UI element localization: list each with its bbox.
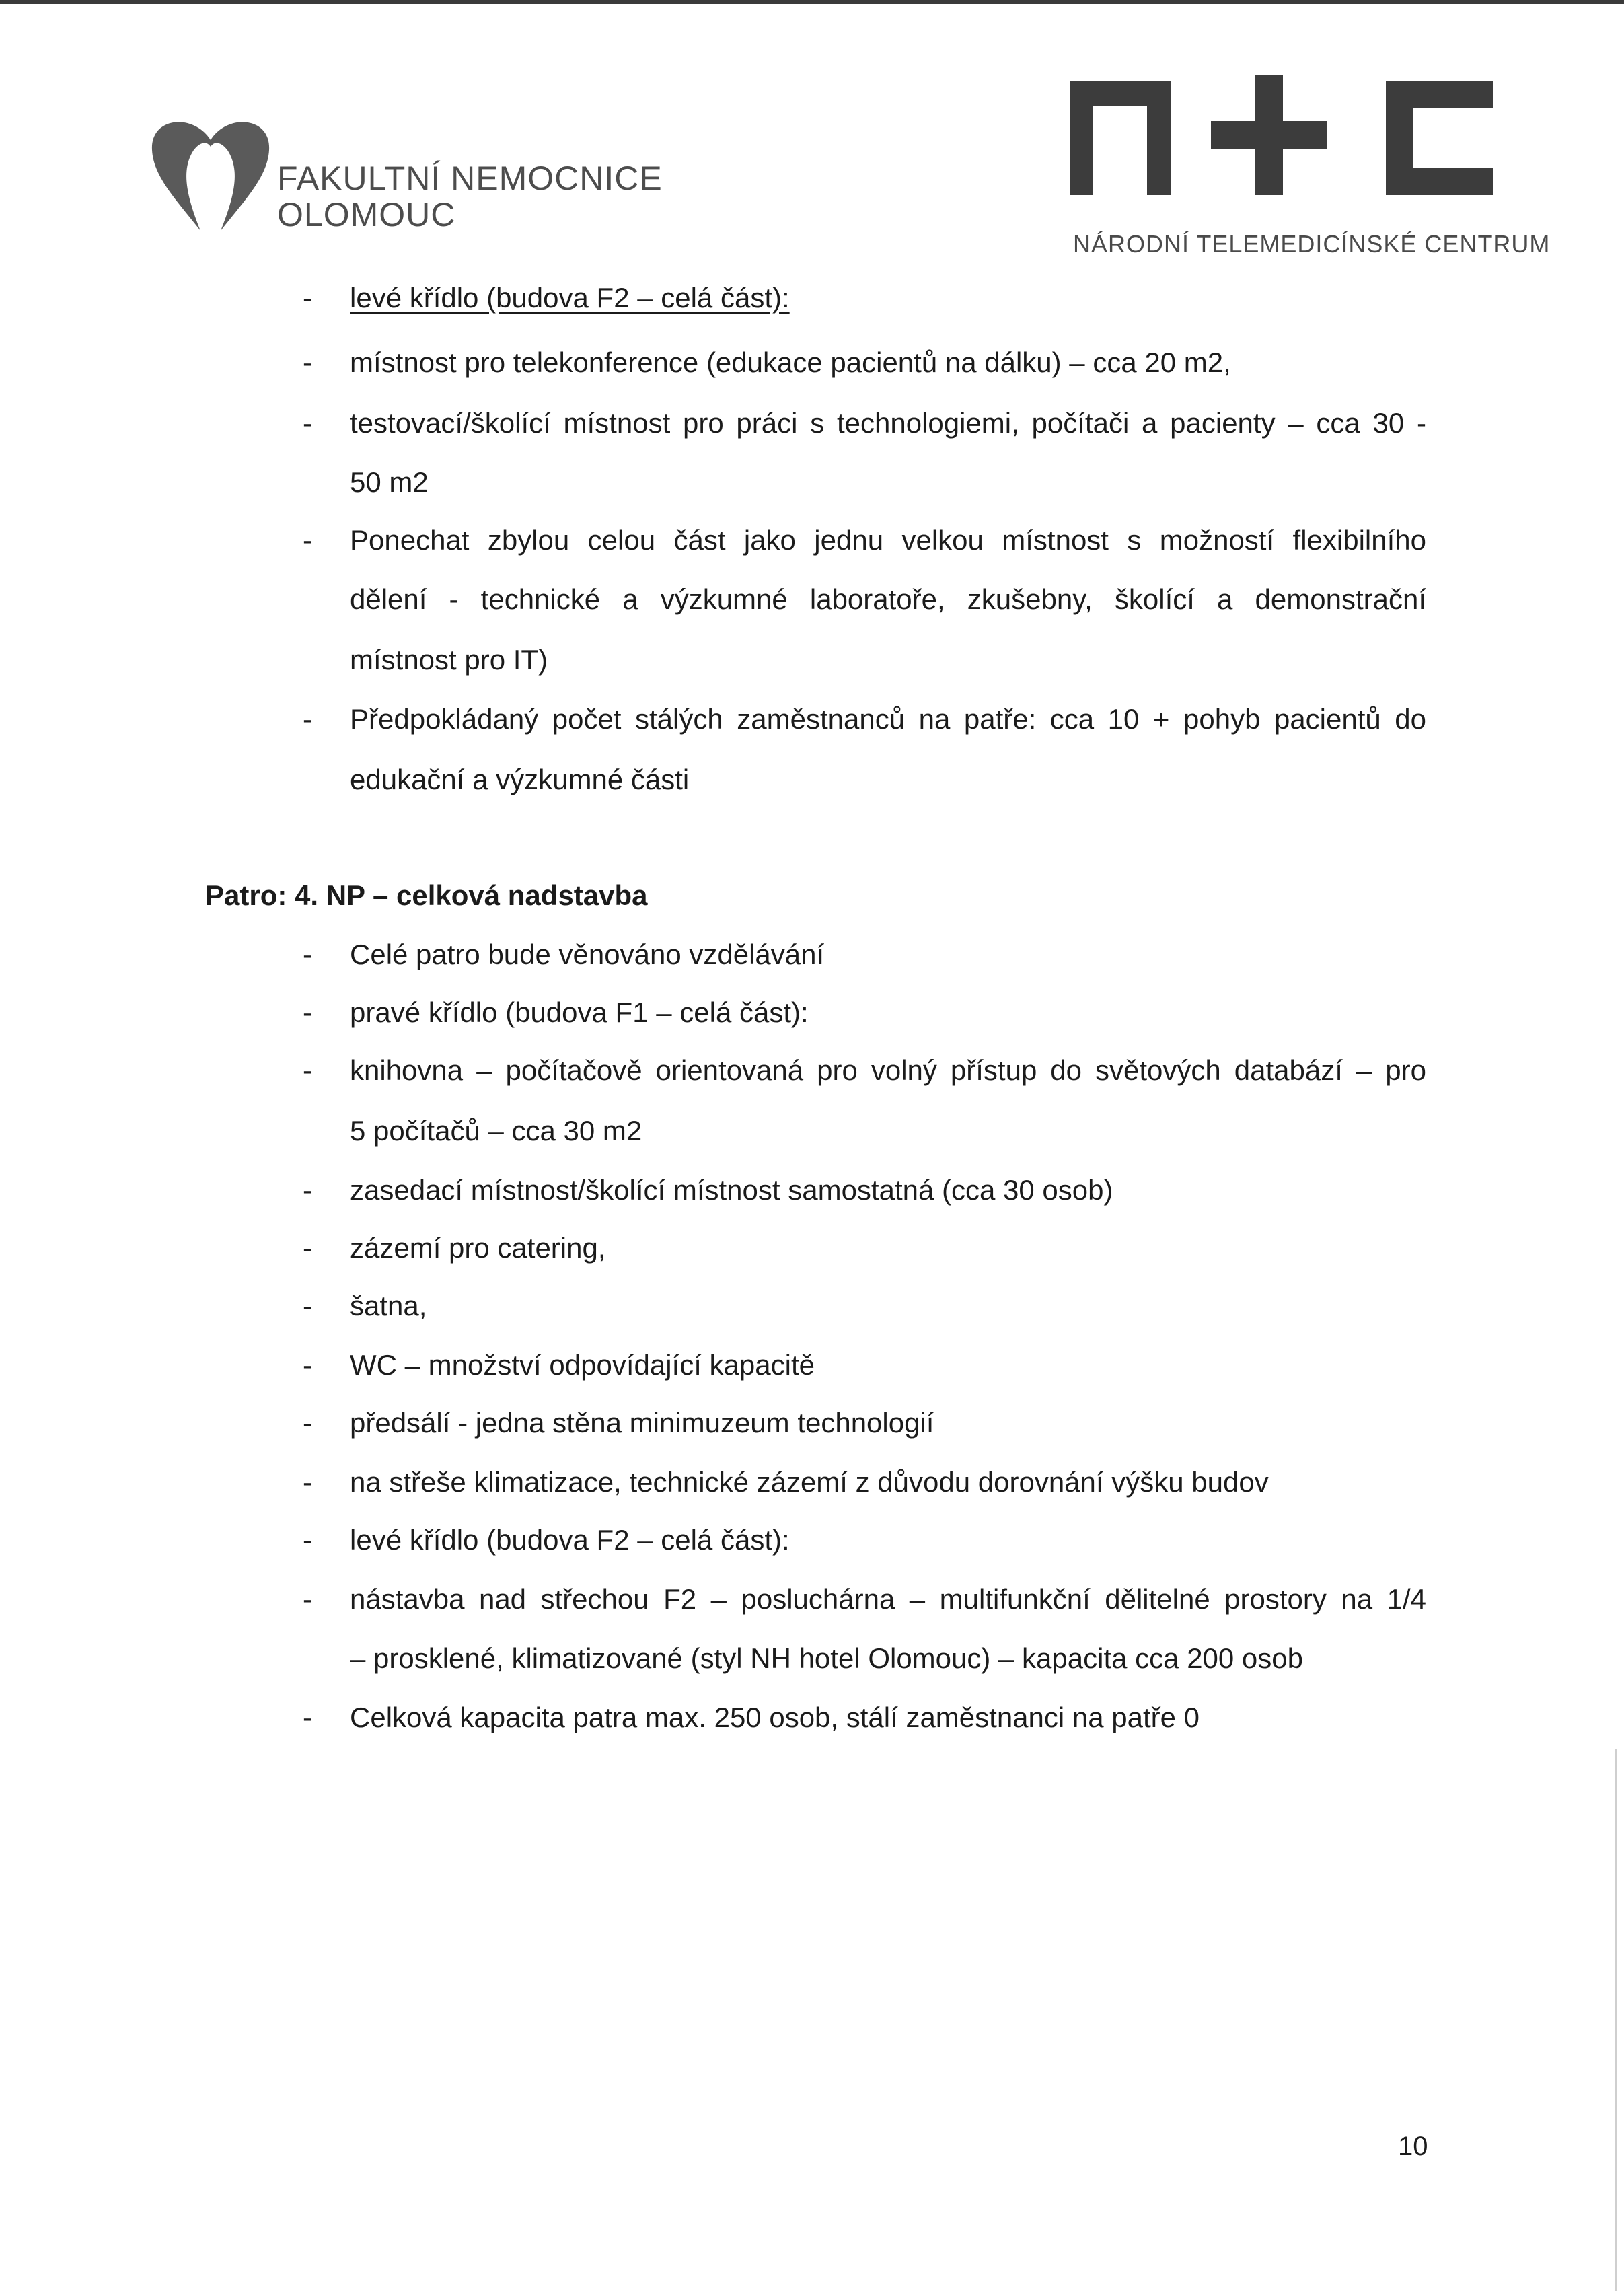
center-caption: NÁRODNÍ TELEMEDICÍNSKÉ CENTRUM [1073, 230, 1551, 258]
scan-margin [1615, 1749, 1617, 2291]
list-item: knihovna – počítačově orientovaná pro volný přístup do světových databází – pro [350, 1054, 1426, 1086]
hospital-logo-icon [147, 113, 274, 233]
list-item-continuation: 5 počítačů – cca 30 m2 [350, 1115, 642, 1147]
hospital-name [277, 160, 663, 233]
section2-heading: Patro: 4. NP – celková nadstavba [205, 879, 648, 911]
list-item: předsálí - jedna stěna minimuzeum technologií [350, 1407, 934, 1439]
list-item-continuation: 50 m2 [350, 466, 429, 498]
list-item: nástavba nad střechou F2 – posluchárna – multifunkční dělitelné prostory na 1/4 [350, 1583, 1426, 1615]
list-item: Celková kapacita patra max. 250 osob, stálí zaměstnanci na patře 0 [350, 1702, 1200, 1733]
list-item: zázemí pro catering, [350, 1232, 606, 1264]
list-item: šatna, [350, 1290, 427, 1321]
hospital-name-line1: FAKULTNÍ NEMOCNICE [277, 159, 663, 197]
list-item: zasedací místnost/školící místnost samostatná (cca 30 osob) [350, 1174, 1113, 1206]
scan-edge [0, 0, 1624, 4]
bullet-dash: - [303, 996, 312, 1028]
bullet-dash: - [303, 1054, 312, 1086]
bullet-dash: - [303, 1407, 312, 1439]
bullet-dash: - [303, 1583, 312, 1615]
ntc-logo-icon [1070, 75, 1493, 195]
list-item-continuation: dělení - technické a výzkumné laboratoře, zkušebny, školící a demonstrační [350, 583, 1426, 615]
list-item-continuation: – prosklené, klimatizované (styl NH hotel Olomouc) – kapacita cca 200 osob [350, 1642, 1304, 1674]
list-item: testovací/školící místnost pro práci s technologiemi, počítači a pacienty – cca 30 - [350, 407, 1426, 439]
list-item: místnost pro telekonference (edukace pacientů na dálku) – cca 20 m2, [350, 347, 1231, 378]
list-item: Celé patro bude věnováno vzdělávání [350, 939, 825, 970]
list-item: WC – množství odpovídající kapacitě [350, 1349, 815, 1381]
list-item: levé křídlo (budova F2 – celá část): [350, 1524, 790, 1556]
list-item-continuation: edukační a výzkumné části [350, 764, 690, 795]
bullet-dash: - [303, 1466, 312, 1498]
bullet-dash: - [303, 407, 312, 439]
bullet-dash: - [303, 703, 312, 735]
list-item: Předpokládaný počet stálých zaměstnanců na patře: cca 10 + pohyb pacientů do [350, 703, 1426, 735]
bullet-dash: - [303, 1524, 312, 1556]
bullet-dash: - [303, 282, 312, 314]
list-item-continuation: místnost pro IT) [350, 644, 548, 676]
bullet-dash: - [303, 1174, 312, 1206]
bullet-dash: - [303, 1702, 312, 1733]
bullet-dash: - [303, 1232, 312, 1264]
section1-heading: levé křídlo (budova F2 – celá část): [350, 282, 790, 314]
bullet-dash: - [303, 1349, 312, 1381]
hospital-name-line2: OLOMOUC [277, 196, 456, 233]
bullet-dash: - [303, 524, 312, 556]
page-number: 10 [1398, 2132, 1428, 2161]
bullet-dash: - [303, 347, 312, 378]
bullet-dash: - [303, 1290, 312, 1321]
list-item: Ponechat zbylou celou část jako jednu velkou místnost s možností flexibilního [350, 524, 1426, 556]
bullet-dash: - [303, 939, 312, 970]
list-item: na střeše klimatizace, technické zázemí z důvodu dorovnání výšku budov [350, 1466, 1269, 1498]
list-item: pravé křídlo (budova F1 – celá část): [350, 996, 809, 1028]
